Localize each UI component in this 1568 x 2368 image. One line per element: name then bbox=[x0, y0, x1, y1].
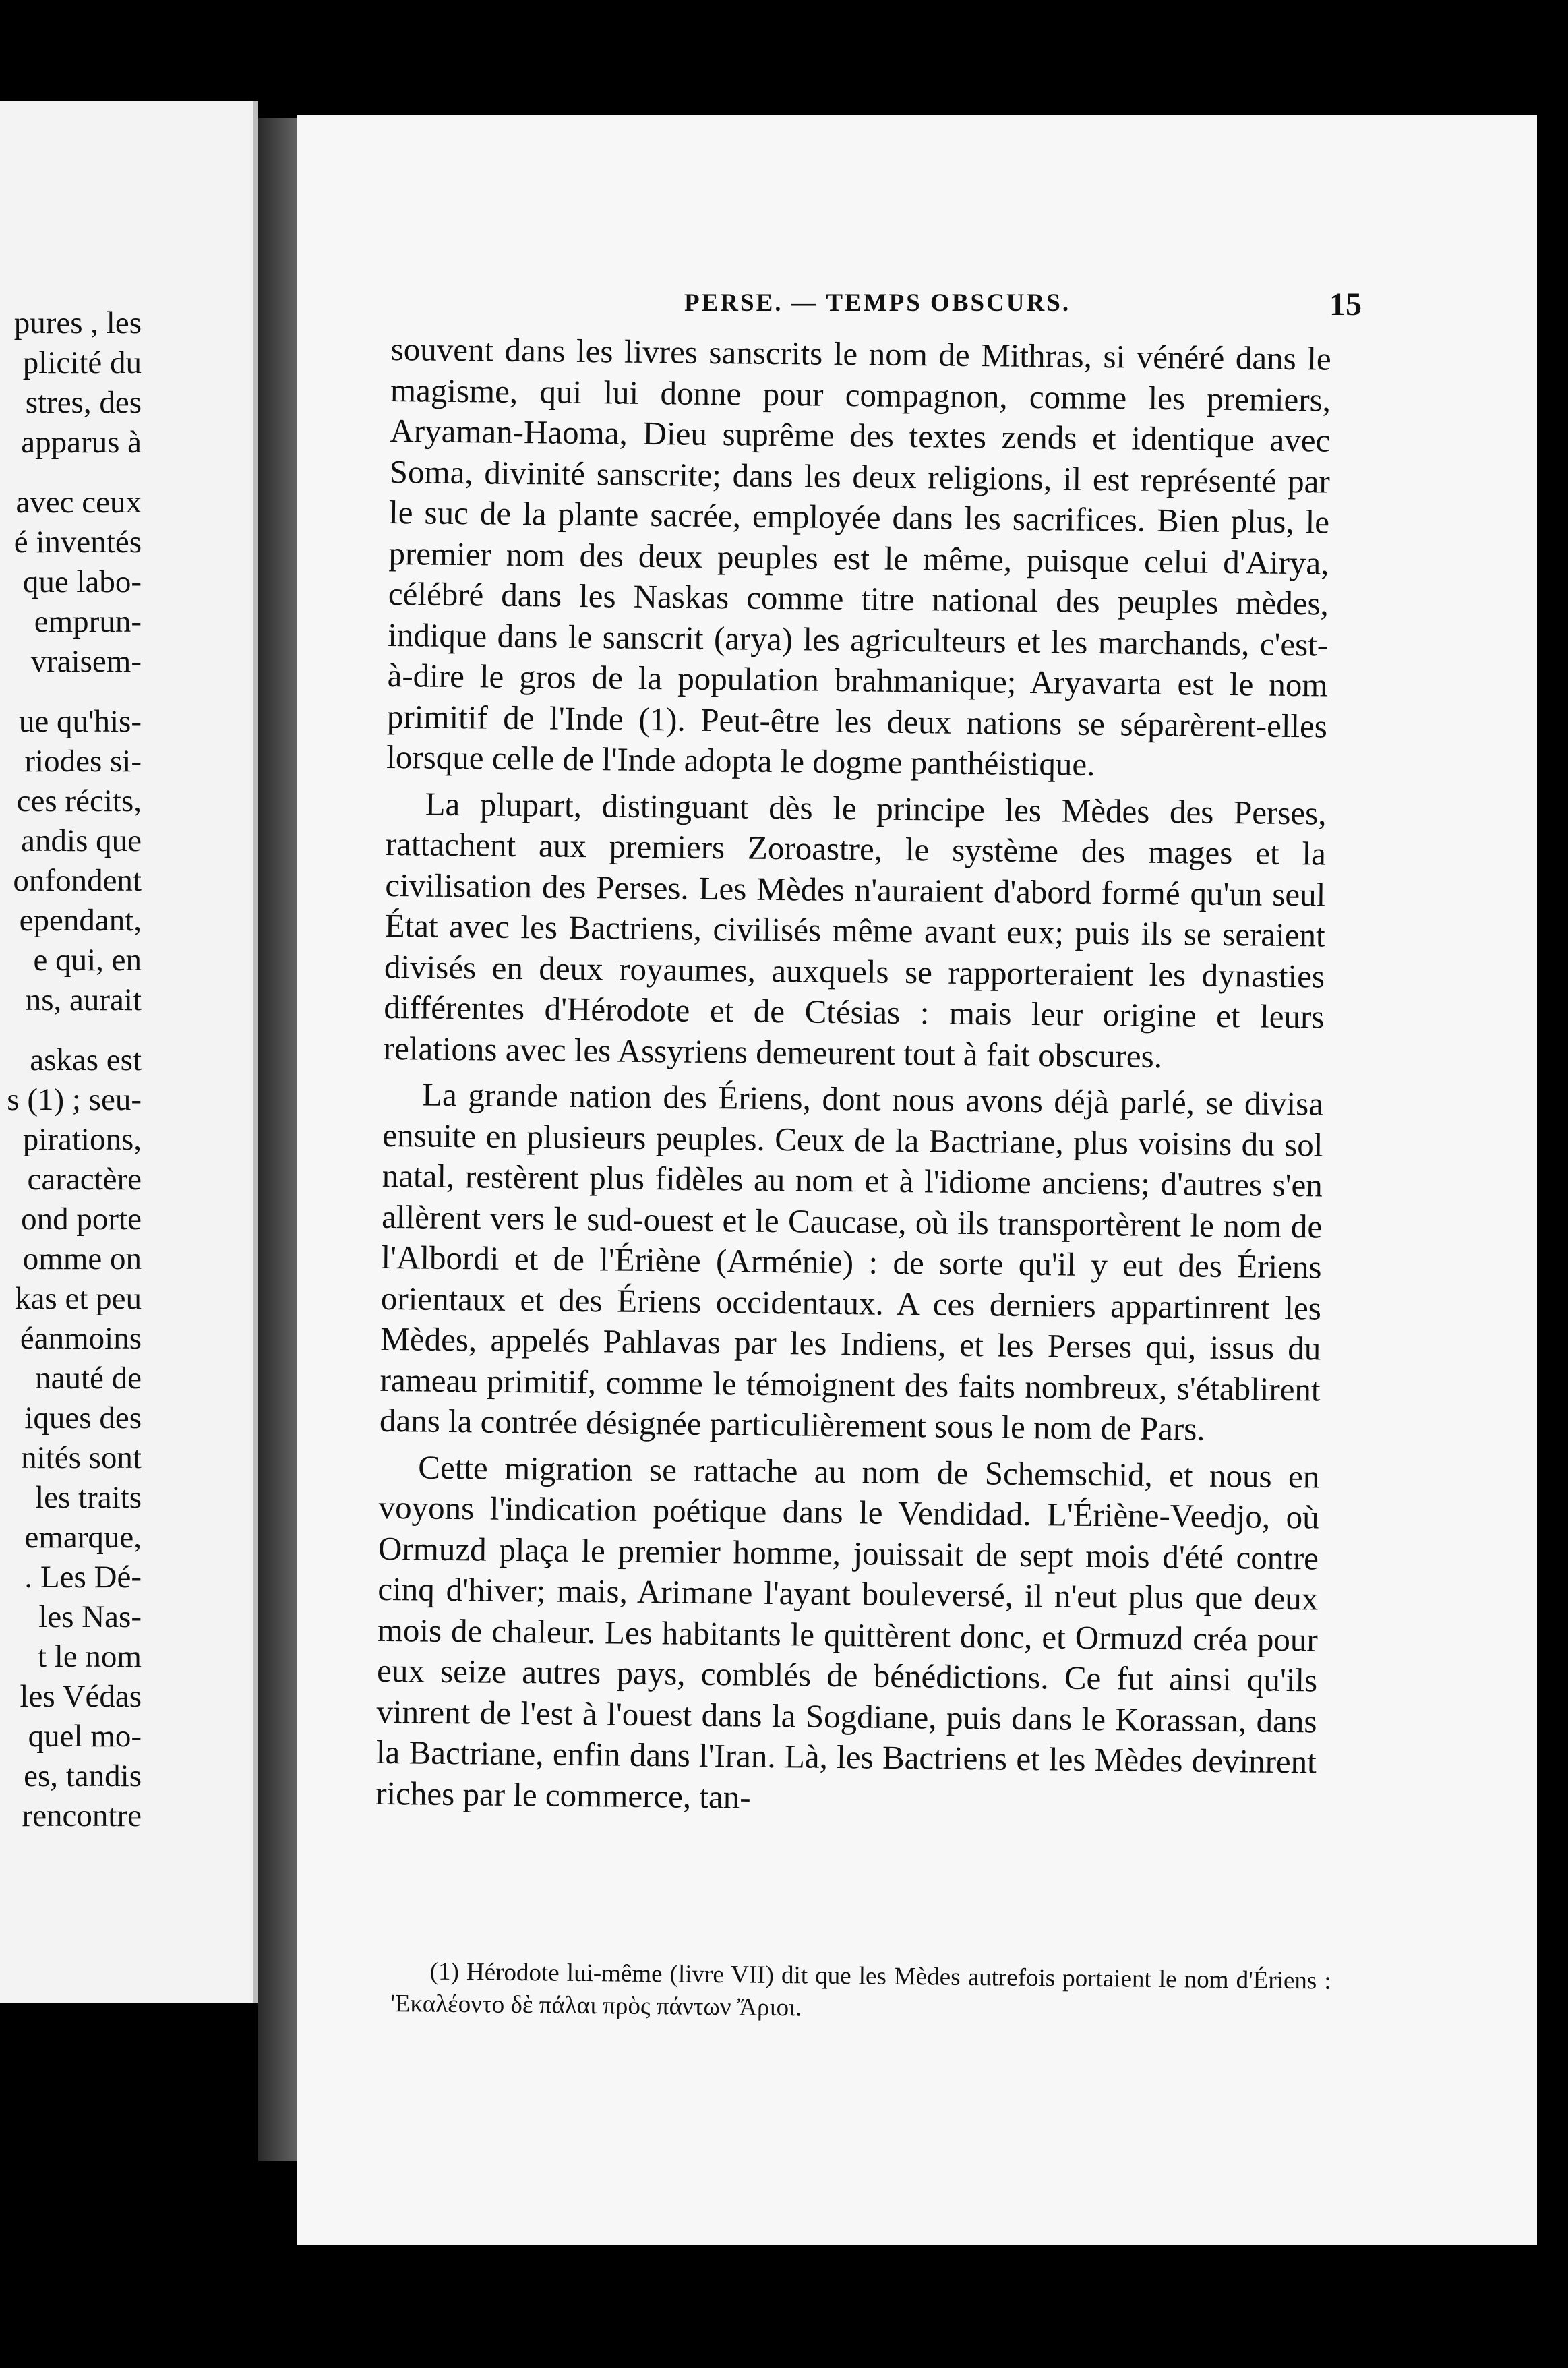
facing-page-line: t le nom bbox=[37, 1639, 142, 1674]
facing-page-line: andis que bbox=[21, 823, 142, 858]
book-page bbox=[297, 115, 1537, 2245]
facing-page-line: avec ceux bbox=[16, 485, 142, 520]
facing-page-line: e qui, en bbox=[33, 943, 142, 978]
facing-page-line: iques des bbox=[24, 1400, 142, 1435]
facing-page-line: plicité du bbox=[22, 345, 142, 380]
facing-page-line: caractère bbox=[27, 1162, 142, 1197]
facing-page-line: ependant, bbox=[19, 903, 142, 938]
facing-page-line: emarque, bbox=[24, 1520, 142, 1555]
paragraph-1: souvent dans les livres sanscrits le nom de Mithras, si vénéré dans le magisme, qui lui donne pour compagnon, comme les premiers, Aryaman-Haoma, Dieu suprême des textes zends et identique avec Soma, divinité sanscrite; dans les deux religions, il est représenté par le suc de la plante sacrée, employée dans les sacrifices. Bien plus, le premier nom des deux peuples est le même, puisque celui d'Airya, célébré dans les Naskas comme titre national des peuples mèdes, indique dans le sanscrit (arya) les agriculteurs et les marchands, c'est-à-dire le gros de la population brahmanique; Aryavarta est le nom primitif de l'Inde (1). Peut-être les deux nations se séparèrent-elles lorsque celle de l'Inde adopta le dogme panthéistique. bbox=[386, 330, 1331, 783]
facing-page-line: apparus à bbox=[21, 425, 142, 460]
facing-page-line: que labo- bbox=[22, 564, 142, 599]
facing-page-line: rencontre bbox=[22, 1798, 142, 1833]
main-text bbox=[375, 329, 1331, 1823]
facing-page-line: ces récits, bbox=[16, 783, 142, 819]
facing-page-line: éanmoins bbox=[20, 1321, 142, 1356]
facing-page-line: ond porte bbox=[21, 1202, 142, 1237]
facing-page-line: . Les Dé- bbox=[24, 1560, 142, 1595]
paragraph-3: La grande nation des Ériens, dont nous avons déjà parlé, se divisa ensuite en plusieurs peuples. Ceux de la Bactriane, plus voisins du sol natal, restèrent plus fidèles au nom et à l'idiome anciens; d'autres s'en allèrent vers le sud-ouest et le Caucase, où ils transportèrent le nom de l'Albordi et de l'Ériène (Arménie) : de sorte qu'il y eut des Ériens orientaux et des Ériens occidentaux. A ces derniers appartinrent les Mèdes, appelés Pahlavas par les Indiens, et les Perses qui, issus du rameau primitif, comme le témoignent des faits nombreux, s'établirent dans la contrée désignée particulièrement sous le nom de Pars. bbox=[379, 1075, 1324, 1448]
paragraph-4: Cette migration se rattache au nom de Schemschid, et nous en voyons l'indication poétique dans le Vendidad. L'Ériène-Veedjo, où Ormuzd plaça le premier homme, jouissait de sept mois d'été contre cinq d'hiver; mais, Arimane l'ayant bouleversé, il n'eut plus que deux mois de chaleur. Les habitants le quittèrent donc, et Ormuzd créa pour eux seize autres pays, comblés de bénédictions. Ce fut ainsi qu'ils vinrent de l'est à l'ouest dans la Sogdiane, puis dans le Korassan, dans la Bactriane, enfin dans l'Iran. Là, les Bactriens et les Mèdes devinrent riches par le commerce, tan- bbox=[375, 1448, 1320, 1816]
facing-page-line: les traits bbox=[35, 1480, 142, 1515]
facing-page-fragment bbox=[0, 101, 258, 2003]
facing-page-line: ns, aurait bbox=[25, 982, 142, 1017]
paragraph-2: La plupart, distinguant dès le principe les Mèdes des Perses, rattachent aux premiers Zoroastre, le système des mages et la civilisation des Perses. Les Mèdes n'auraient d'abord formé qu'un seul État avec les Bactriens, civilisés même avant eux; puis ils se seraient divisés en deux royaumes, auxquels se rapporteraient les dynasties différentes d'Hérodote et de Ctésias : mais leur origine et leurs relations avec les Assyriens demeurent tout à fait obscures. bbox=[383, 785, 1327, 1075]
facing-page-line: pures , les bbox=[13, 305, 142, 341]
facing-page-line: ue qu'his- bbox=[18, 704, 142, 739]
facing-page-line: riodes si- bbox=[24, 744, 142, 779]
facing-page-line: stres, des bbox=[25, 385, 142, 420]
facing-page-line: onfondent bbox=[13, 863, 142, 898]
facing-page-line: les Nas- bbox=[38, 1599, 142, 1634]
facing-page-line: emprun- bbox=[34, 604, 142, 639]
facing-page-line: askas est bbox=[30, 1042, 142, 1077]
facing-page-line: omme on bbox=[22, 1241, 142, 1276]
page-number: 15 bbox=[1329, 287, 1362, 322]
facing-page-line: nités sont bbox=[21, 1440, 142, 1475]
facing-page-line: nauté de bbox=[35, 1361, 142, 1396]
facing-page-line: vraisem- bbox=[30, 644, 142, 679]
facing-page-line: les Védas bbox=[20, 1679, 142, 1714]
facing-page-line: es, tandis bbox=[24, 1758, 142, 1794]
running-title: PERSE. — TEMPS OBSCURS. bbox=[684, 289, 1071, 317]
facing-page-line: quel mo- bbox=[28, 1719, 142, 1754]
facing-page-line: kas et peu bbox=[15, 1281, 142, 1316]
facing-page-line: é inventés bbox=[13, 525, 142, 560]
facing-page-line: s (1) ; seu- bbox=[7, 1082, 142, 1117]
facing-page-line: pirations, bbox=[22, 1122, 142, 1157]
footnote-text: (1) Hérodote lui-même (livre VII) dit que les Mèdes autrefois portaient le nom d'Ériens : 'Εκαλέοντο δὲ πάλαι πρὸς πάντων Ἄριοι. bbox=[390, 1957, 1331, 2022]
footnote bbox=[390, 1955, 1331, 2030]
